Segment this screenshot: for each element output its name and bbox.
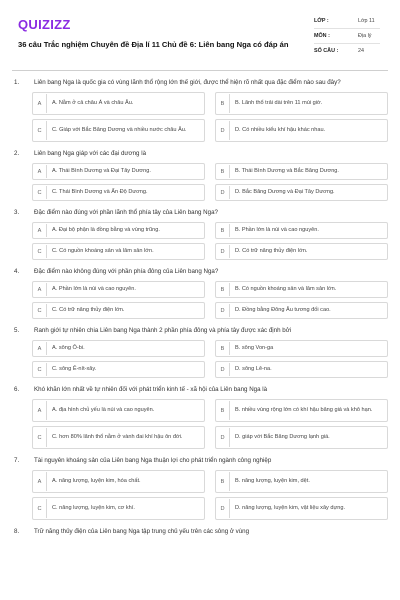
question-header [12,209,388,216]
option-text: A. Đại bộ phận là đồng bằng và vùng trũng. [52,227,160,233]
worksheet-title: 36 câu Trắc nghiệm Chuyên đề Địa lí 11 Chủ đề 6: Liên bang Nga có đáp án [18,40,289,49]
question-number: 1. [14,79,20,86]
option-letter: A [33,472,47,491]
question-text: Tài nguyên khoáng sản của Liên bang Nga thuận lợi cho phát triển ngành công nghiệp [34,457,272,464]
option-text: C. hơn 80% lãnh thổ nằm ở vành đai khí hậu ôn đới. [52,434,183,440]
answer-option-d[interactable] [215,119,388,142]
question-number: 4. [14,268,20,275]
option-letter: C [33,186,47,199]
option-text: A. năng lượng, luyện kim, hóa chất. [52,478,141,484]
option-letter: B [216,224,230,237]
option-text: B. sông Von-ga [235,345,274,351]
question-number: 2. [14,150,20,157]
question-item [12,327,388,378]
answer-option-c[interactable] [32,497,205,520]
question-header [12,79,388,86]
option-text: A. Phần lớn là núi và cao nguyên. [52,286,136,292]
question-item [12,209,388,260]
answer-option-c[interactable] [32,361,205,378]
meta-row-grade [314,14,380,29]
option-letter: B [216,165,230,178]
option-letter: D [216,428,230,447]
option-text: C. Thái Bình Dương và Ấn Độ Dương. [52,189,148,195]
answer-options [12,163,388,201]
option-letter: D [216,304,230,317]
option-letter: D [216,186,230,199]
option-letter: B [216,472,230,491]
answer-option-b[interactable] [215,92,388,115]
answer-option-c[interactable] [32,243,205,260]
answer-option-d[interactable] [215,243,388,260]
quizizz-logo: QUIZIZZ [18,17,71,32]
question-item [12,150,388,201]
answer-option-b[interactable] [215,281,388,298]
answer-option-b[interactable] [215,470,388,493]
option-letter: A [33,401,47,420]
option-letter: C [33,499,47,518]
option-text: D. năng lượng, luyện kim, vật liệu xây dựng. [235,505,346,511]
answer-options [12,92,388,142]
option-letter: D [216,121,230,140]
answer-option-c[interactable] [32,302,205,319]
answer-option-a[interactable] [32,92,205,115]
question-header [12,457,388,464]
option-text: B. Thái Bình Dương và Bắc Băng Dương. [235,168,339,174]
option-letter: B [216,401,230,420]
question-text: Ranh giới tự nhiên chia Liên bang Nga thành 2 phần phía đông và phía tây được xác định bởi [34,327,292,334]
option-letter: A [33,224,47,237]
option-text: D. giáp với Bắc Băng Dương lạnh giá. [235,434,330,440]
question-number: 5. [14,327,20,334]
option-letter: C [33,121,47,140]
question-item [12,457,388,520]
answer-option-b[interactable] [215,163,388,180]
meta-value: 24 [358,48,364,54]
answer-option-d[interactable] [215,302,388,319]
option-text: B. năng lượng, luyện kim, dệt. [235,478,310,484]
answer-option-a[interactable] [32,163,205,180]
question-header [12,268,388,275]
meta-value: Lớp 11 [358,18,375,24]
meta-row-subject [314,29,380,44]
question-item [12,528,388,535]
option-text: B. Có nguồn khoáng sản và lâm sản lớn. [235,286,337,292]
option-letter: A [33,94,47,113]
option-text: C. Có trữ năng thủy điện lớn. [52,307,125,313]
option-text: C. Giáp với Bắc Băng Dương và nhiều nước châu Âu. [52,127,187,133]
option-letter: A [33,342,47,355]
question-item [12,268,388,319]
option-letter: B [216,94,230,113]
answer-option-d[interactable] [215,184,388,201]
answer-option-d[interactable] [215,426,388,449]
answer-options [12,399,388,449]
answer-option-d[interactable] [215,361,388,378]
question-text: Đặc điểm nào đúng với phần lãnh thổ phía tây của Liên bang Nga? [34,209,218,216]
question-text: Đặc điểm nào không đúng với phần phía đông của Liên bang Nga? [34,268,219,275]
option-letter: C [33,363,47,376]
answer-option-a[interactable] [32,470,205,493]
question-number: 8. [14,528,20,535]
answer-option-c[interactable] [32,184,205,201]
option-letter: B [216,342,230,355]
option-text: C. Có nguồn khoáng sản và lâm sản lớn. [52,248,154,254]
question-text: Liên bang Nga giáp với các đại dương là [34,150,147,157]
answer-options [12,340,388,378]
answer-option-c[interactable] [32,426,205,449]
worksheet-header [12,10,388,71]
question-header [12,528,388,535]
question-header [12,327,388,334]
answer-option-b[interactable] [215,222,388,239]
question-text: Liên bang Nga là quốc gia có vùng lãnh thổ rộng lớn thế giới, được thể hiện rõ nhất qua đặc điểm nào sau đây? [34,79,341,86]
answer-options [12,470,388,520]
option-text: D. sông Lê-na. [235,366,272,372]
option-text: A. Thái Bình Dương và Đại Tây Dương. [52,168,151,174]
option-text: A. Nằm ở cả châu Á và châu Âu. [52,100,134,106]
option-letter: D [216,245,230,258]
question-item [12,386,388,449]
answer-option-a[interactable] [32,399,205,422]
option-text: C. năng lượng, luyện kim, cơ khí. [52,505,135,511]
question-header [12,150,388,157]
answer-options [12,222,388,260]
meta-label: LỚP : [314,18,329,24]
option-letter: D [216,363,230,376]
meta-value: Địa lý [358,33,372,39]
option-text: A. sông Ô-bi. [52,345,85,351]
question-number: 7. [14,457,20,464]
meta-row-count [314,44,380,58]
answer-option-a[interactable] [32,340,205,357]
option-text: D. Bắc Băng Dương và Đại Tây Dương. [235,189,335,195]
question-item [12,79,388,142]
meta-box [314,14,380,58]
option-letter: C [33,304,47,317]
option-text: B. Lãnh thổ trải dài trên 11 múi giờ. [235,100,323,106]
answer-option-b[interactable] [215,399,388,422]
answer-option-d[interactable] [215,497,388,520]
option-letter: A [33,165,47,178]
answer-option-b[interactable] [215,340,388,357]
answer-option-a[interactable] [32,222,205,239]
question-number: 3. [14,209,20,216]
question-text: Trữ năng thủy điện của Liên bang Nga tập trung chủ yếu trên các sông ở vùng [34,528,250,535]
option-text: C. sông Ê-nít-xây. [52,366,97,372]
answer-option-a[interactable] [32,281,205,298]
question-list [12,79,388,535]
option-letter: B [216,283,230,296]
option-letter: D [216,499,230,518]
question-number: 6. [14,386,20,393]
answer-option-c[interactable] [32,119,205,142]
option-letter: A [33,283,47,296]
option-text: D. Có nhiều kiểu khí hậu khác nhau. [235,127,326,133]
option-text: B. Phần lớn là núi và cao nguyên. [235,227,319,233]
option-text: D. Đồng bằng Đông Âu tương đối cao. [235,307,331,313]
meta-label: MÔN : [314,33,330,39]
answer-options [12,281,388,319]
question-text: Khó khăn lớn nhất về tự nhiên đối với phát triển kinh tế - xã hội của Liên bang Nga là [34,386,268,393]
option-text: A. địa hình chủ yếu là núi và cao nguyên. [52,407,155,413]
option-letter: C [33,245,47,258]
question-header [12,386,388,393]
option-text: B. nhiều vùng rộng lớn có khí hậu băng giá và khô hạn. [235,407,373,413]
meta-label: SỐ CÂU : [314,48,339,54]
option-text: D. Có trữ năng thủy điện lớn. [235,248,308,254]
option-letter: C [33,428,47,447]
